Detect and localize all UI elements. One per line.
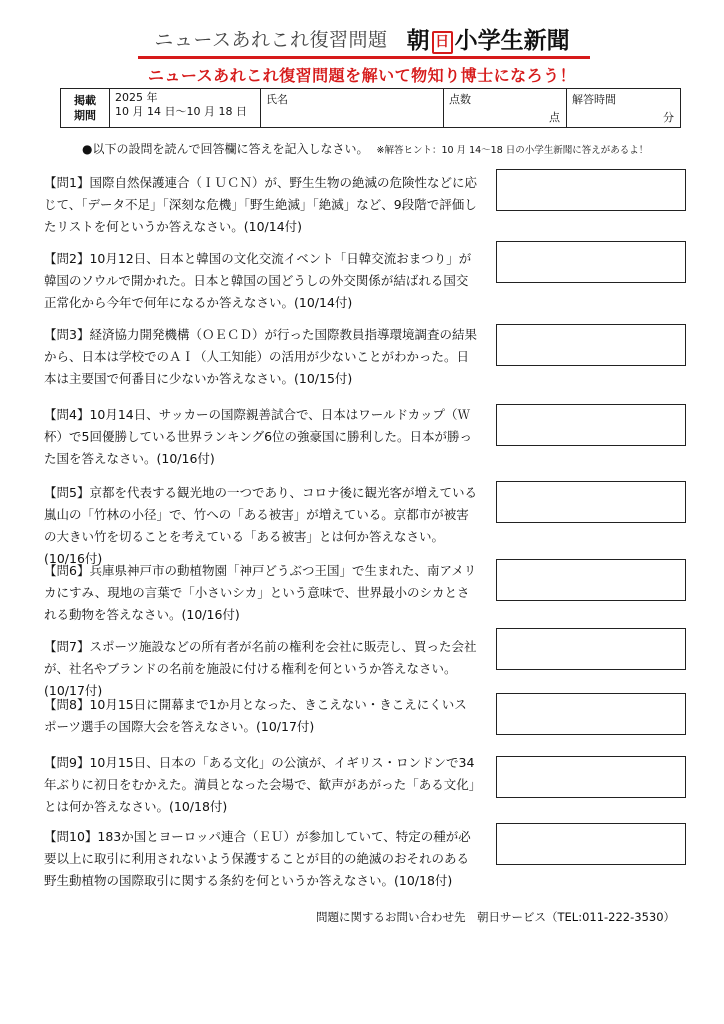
page-header <box>0 22 724 55</box>
subtitle: ニュースあれこれ復習問題を解いて物知り博士になろう！ <box>147 66 577 85</box>
instruction-hint: ※解答ヒント：10 月 14～18 日の小学生新聞に答えがあるよ！ <box>376 145 649 156</box>
question-text: 兵庫県神戸市の動植物園「神戸どうぶつ王国」で生まれた、南アメリカにすみ、現地の言葉で「小さいシカ」という意味で、世界最小のシカとされる動物を答えなさい。(10/16付) <box>44 563 477 622</box>
instruction <box>82 140 648 157</box>
period-label-bottom: 期間 <box>74 109 96 122</box>
question-text: スポーツ施設などの所有者が名前の権利を会社に販売し、買った会社が、社名やブランドの名前を施設に付ける権利を何というか答えなさい。(10/17付) <box>44 639 477 698</box>
name-field[interactable] <box>261 89 444 128</box>
question-10 <box>44 826 478 892</box>
newspaper-logo <box>407 22 570 55</box>
worksheet-title: ニュースあれこれ復習問題 <box>154 29 388 51</box>
answer-box-6[interactable] <box>496 559 686 601</box>
score-unit: 点 <box>549 111 560 124</box>
question-3 <box>44 324 478 390</box>
period-range: 10 月 14 日～10 月 18 日 <box>115 105 247 118</box>
info-table <box>60 88 681 128</box>
answer-box-2[interactable] <box>496 241 686 283</box>
logo-text-start: 朝 <box>406 28 430 54</box>
question-1 <box>44 172 478 238</box>
sun-logo-icon: 日 <box>432 31 453 54</box>
question-label: 【問1】 <box>44 175 90 190</box>
period-label <box>61 89 110 128</box>
answer-box-4[interactable] <box>496 404 686 446</box>
question-label: 【問4】 <box>44 407 90 422</box>
header-divider <box>138 56 590 59</box>
question-6 <box>44 560 478 626</box>
question-label: 【問3】 <box>44 327 90 342</box>
answer-box-5[interactable] <box>496 481 686 523</box>
question-text: 国際自然保護連合（ＩＵＣＮ）が、野生生物の絶滅の危険性などに応じて、「データ不足」「深刻な危機」「野生絶滅」「絶滅」など、9段階で評価したリストを何というか答えなさい。(10/14付) <box>44 175 477 234</box>
question-text: 経済協力開発機構（ＯＥＣＤ）が行った国際教員指導環境調査の結果から、日本は学校でのＡＩ（人工知能）の活用が少ないことがわかった。日本は主要国で何番目に少ないか答えなさい。(10/15付) <box>44 327 477 386</box>
question-2 <box>44 248 478 314</box>
answer-box-3[interactable] <box>496 324 686 366</box>
period-cell <box>110 89 261 128</box>
question-text: 10月15日に開幕まで1か月となった、きこえない・きこえにくいスポーツ選手の国際大会を答えなさい。(10/17付) <box>44 697 467 734</box>
question-label: 【問9】 <box>44 755 90 770</box>
question-label: 【問5】 <box>44 485 90 500</box>
time-field[interactable] <box>567 89 681 128</box>
logo-text-end: 小学生新聞 <box>454 28 570 54</box>
instruction-main: ●以下の設問を読んで回答欄に答えを記入しなさい。 <box>82 142 369 156</box>
question-5 <box>44 482 478 570</box>
answer-box-10[interactable] <box>496 823 686 865</box>
question-7 <box>44 636 478 702</box>
period-label-top: 掲載 <box>74 94 96 107</box>
question-label: 【問7】 <box>44 639 90 654</box>
period-year: 2025 年 <box>115 91 158 104</box>
answer-box-7[interactable] <box>496 628 686 670</box>
question-text: 10月15日、日本の「ある文化」の公演が、イギリス・ロンドンで34年ぶりに初日をむかえた。満員となった会場で、歓声があがった「ある文化」とは何か答えなさい。(10/18付) <box>44 755 476 814</box>
question-9 <box>44 752 478 818</box>
time-unit: 分 <box>663 111 674 124</box>
time-label: 解答時間 <box>572 93 616 106</box>
score-field[interactable] <box>444 89 567 128</box>
name-label: 氏名 <box>266 93 288 106</box>
answer-box-1[interactable] <box>496 169 686 211</box>
question-label: 【問2】 <box>44 251 90 266</box>
question-text: 京都を代表する観光地の一つであり、コロナ後に観光客が増えている嵐山の「竹林の小径」で、竹への「ある被害」が増えている。京都市が被害の大きい竹を切ることを考えている「ある被害」とは何か答えなさい。(10/16付) <box>44 485 477 566</box>
question-label: 【問10】 <box>44 829 98 844</box>
score-label: 点数 <box>449 93 471 106</box>
question-text: 10月14日、サッカーの国際親善試合で、日本はワールドカップ（Ｗ杯）で5回優勝している世界ランキング6位の強豪国に勝利した。日本が勝った国を答えなさい。(10/16付) <box>44 407 473 466</box>
question-8 <box>44 694 478 738</box>
answer-box-8[interactable] <box>496 693 686 735</box>
question-text: 10月12日、日本と韓国の文化交流イベント「日韓交流おまつり」が韓国のソウルで開かれた。日本と韓国の国どうしの外交関係が結ばれる国交正常化から今年で何年になるか答えなさい。(10/14付) <box>44 251 472 310</box>
answer-box-9[interactable] <box>496 756 686 798</box>
contact-footer: 問題に関するお問い合わせ先 朝日サービス（TEL:011-222-3530） <box>316 910 676 924</box>
question-label: 【問8】 <box>44 697 90 712</box>
question-label: 【問6】 <box>44 563 90 578</box>
question-4 <box>44 404 478 470</box>
question-text: 183か国とヨーロッパ連合（ＥＵ）が参加していて、特定の種が必要以上に取引に利用されないよう保護することが目的の絶滅のおそれのある野生動植物の国際取引に関する条約を何というか答えなさい。(10/18付) <box>44 829 471 888</box>
